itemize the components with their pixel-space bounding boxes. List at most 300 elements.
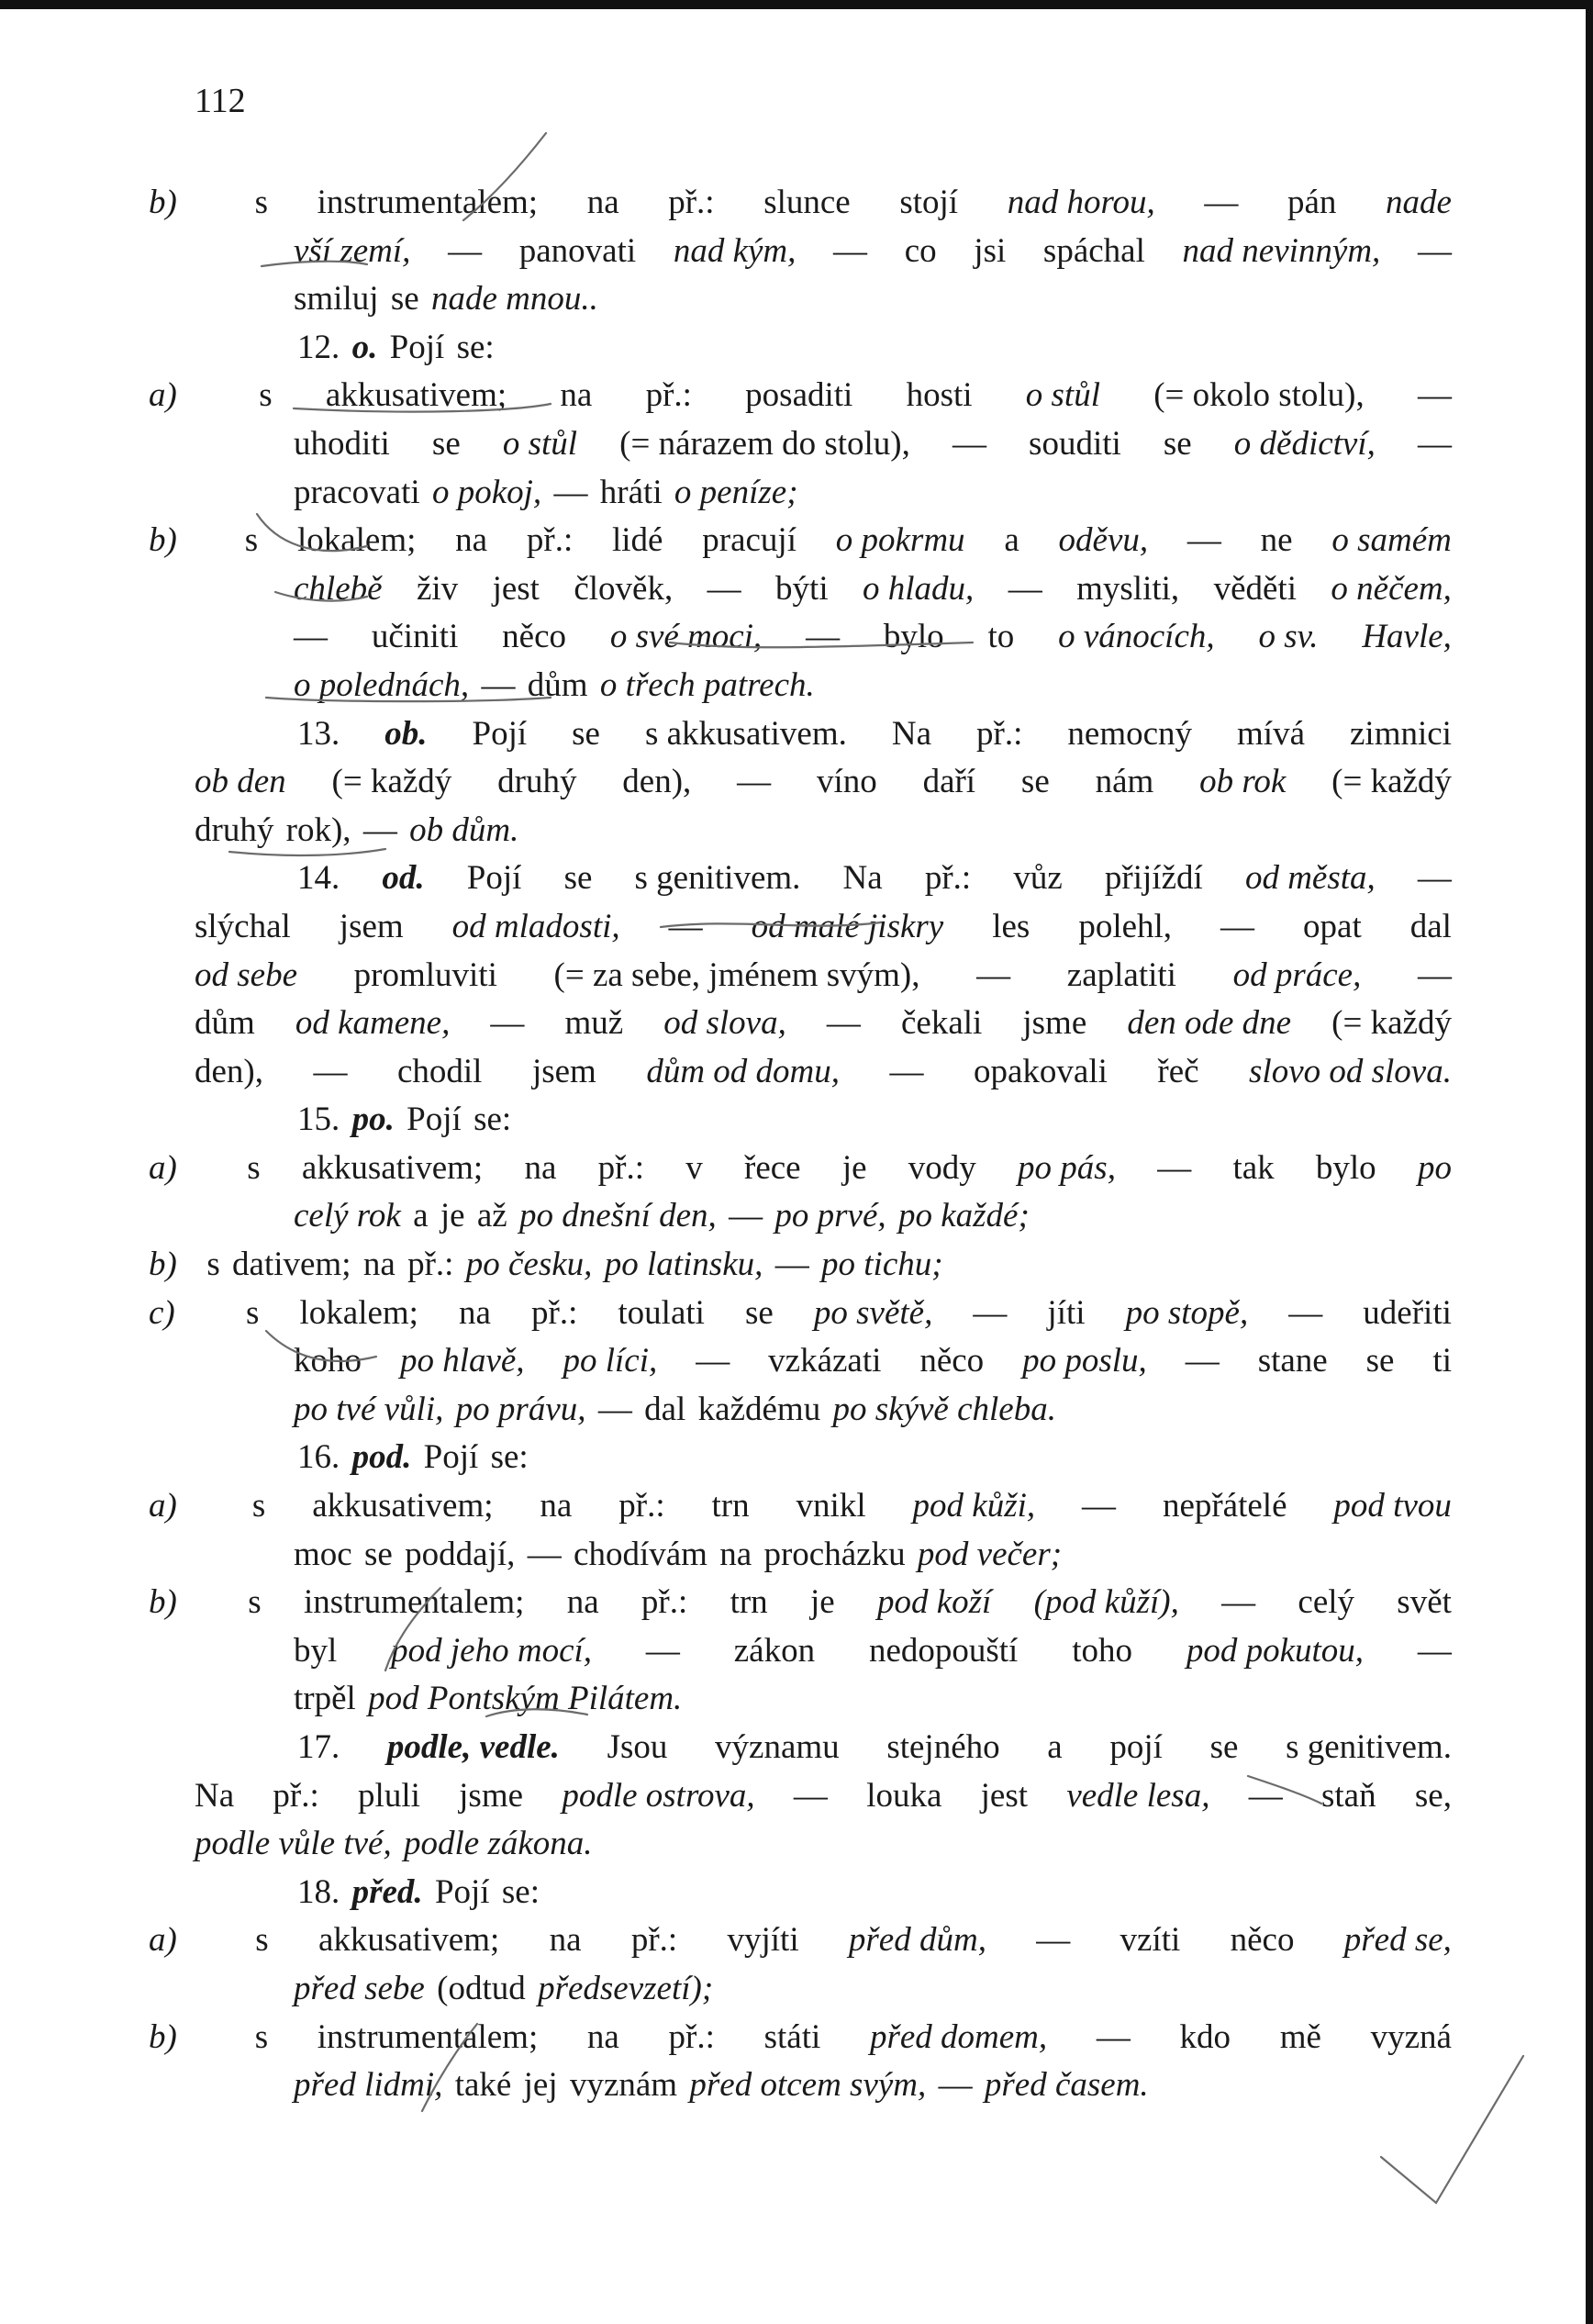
word: před se, xyxy=(1343,1921,1452,1960)
word: pod jeho mocí, xyxy=(391,1631,593,1670)
word: po prvé, xyxy=(774,1197,886,1235)
word: na xyxy=(586,2017,619,2056)
word: den ode dne xyxy=(1127,1004,1292,1043)
word: o třech patrech. xyxy=(599,665,815,704)
word: podle vůle tvé, xyxy=(195,1825,392,1863)
word: trn xyxy=(730,1583,768,1622)
word: — xyxy=(1417,1631,1452,1670)
word: opat xyxy=(1303,907,1362,945)
word: druhý xyxy=(195,810,274,849)
word: lokalem; xyxy=(296,521,417,560)
word: Pojí xyxy=(466,859,522,898)
word: pod pokutou, xyxy=(1186,1631,1365,1670)
pencil-stroke xyxy=(1248,1776,1321,1804)
pencil-stroke xyxy=(266,698,551,701)
word: od kamene, xyxy=(295,1004,451,1043)
word: akkusativem; xyxy=(312,1487,494,1525)
word: Havle, xyxy=(1362,618,1452,656)
word: muž xyxy=(564,1004,624,1043)
word: 13. xyxy=(297,714,340,753)
word: — xyxy=(774,1246,809,1284)
word: o. xyxy=(351,328,378,366)
word: od. xyxy=(382,859,425,898)
word: jsme xyxy=(1022,1004,1087,1043)
word: před dům, xyxy=(848,1921,986,1960)
word: celý rok xyxy=(294,1197,401,1235)
word: po poslu, xyxy=(1022,1342,1147,1380)
word: — xyxy=(527,1535,562,1573)
word: podle zákona. xyxy=(404,1825,593,1863)
word: — xyxy=(1221,1583,1256,1622)
word: po tvé vůli, xyxy=(294,1390,444,1428)
word: — xyxy=(976,955,1011,994)
word: je xyxy=(841,1148,867,1187)
word: — xyxy=(1417,376,1452,415)
word: od města, xyxy=(1244,859,1376,898)
word: vody xyxy=(908,1148,976,1187)
word: — xyxy=(362,810,397,849)
word: moc xyxy=(294,1535,352,1573)
word: toulati xyxy=(618,1293,705,1332)
word: trpěl xyxy=(294,1680,356,1718)
word: př.: xyxy=(597,1148,644,1187)
word: (= nárazem do stolu), xyxy=(619,424,910,463)
word: v xyxy=(685,1148,703,1187)
word: po česku, xyxy=(465,1246,593,1284)
word: — xyxy=(553,473,588,511)
word: slovo od slova. xyxy=(1249,1052,1452,1090)
word: se xyxy=(390,280,419,318)
word: byl xyxy=(294,1631,338,1670)
word: — xyxy=(645,1631,680,1670)
word: promluviti xyxy=(353,955,497,994)
word: dům xyxy=(527,665,588,704)
word: 18. xyxy=(297,1872,340,1911)
pencil-stroke xyxy=(266,1331,376,1361)
word: uhoditi xyxy=(294,424,390,463)
word: na xyxy=(549,1921,582,1960)
word: Pojí xyxy=(423,1438,479,1477)
word: mysliti, xyxy=(1076,569,1180,608)
word: — xyxy=(729,1197,763,1235)
word: s xyxy=(244,521,259,560)
word: akkusativem; xyxy=(325,376,507,415)
word: od slova, xyxy=(663,1004,786,1043)
word: jest xyxy=(980,1776,1029,1815)
word: poddají, xyxy=(405,1535,516,1573)
pencil-stroke xyxy=(1381,2056,1523,2203)
word: po hlavě, xyxy=(399,1342,525,1380)
word: — xyxy=(1096,2017,1131,2056)
word: př.: xyxy=(630,1921,678,1960)
word: kdo xyxy=(1179,2017,1231,2056)
word: před lidmi, xyxy=(294,2066,443,2105)
word: (pod kůží), xyxy=(1033,1583,1179,1622)
item-marker: b) xyxy=(149,521,177,560)
word: nad horou, xyxy=(1007,184,1155,221)
word: o stůl xyxy=(1025,376,1100,415)
word: s akkusativem. xyxy=(644,714,847,753)
word: o něčem, xyxy=(1331,569,1452,608)
word: posaditi xyxy=(745,376,853,415)
word: trn xyxy=(711,1487,750,1525)
word: jsi xyxy=(974,231,1007,270)
word: — xyxy=(1288,1293,1323,1332)
word: a xyxy=(1004,521,1019,560)
word: 15. xyxy=(297,1101,340,1139)
word: se xyxy=(1020,763,1050,801)
word: pod tvou xyxy=(1333,1487,1452,1525)
word: den), xyxy=(622,763,692,801)
pencil-stroke xyxy=(294,404,551,412)
word: — xyxy=(973,1293,1008,1332)
item-marker: a) xyxy=(149,1148,177,1187)
word: s xyxy=(255,1921,269,1960)
word: s xyxy=(254,2017,269,2056)
word: — xyxy=(597,1390,632,1428)
word: hráti xyxy=(599,473,663,511)
word: o své moci, xyxy=(609,618,763,656)
word: (= každý xyxy=(331,763,452,801)
word: (odtud xyxy=(437,1969,526,2007)
word: — xyxy=(1157,1148,1192,1187)
word: o pokrmu xyxy=(835,521,965,560)
word: o pokoj, xyxy=(431,473,542,511)
word: Pojí xyxy=(407,1101,462,1139)
word: před otcem svým, xyxy=(689,2066,927,2105)
word: instrumentalem; xyxy=(303,1583,525,1622)
word: ob den xyxy=(195,763,286,801)
word: 17. xyxy=(297,1728,340,1766)
word: rok), xyxy=(285,810,351,849)
word: polehl, xyxy=(1078,907,1173,945)
word: vedle lesa, xyxy=(1066,1776,1210,1815)
word: Na xyxy=(891,714,932,753)
word: o samém xyxy=(1331,521,1452,560)
word: vnikl xyxy=(796,1487,866,1525)
word: — xyxy=(826,1004,861,1043)
word: nade mnou.. xyxy=(430,280,598,318)
word: po. xyxy=(351,1101,395,1139)
word: něco xyxy=(1230,1921,1295,1960)
word: pod kůži, xyxy=(912,1487,1036,1525)
word: řeč xyxy=(1157,1052,1199,1090)
word: bylo xyxy=(1315,1148,1376,1187)
word: Pojí xyxy=(389,328,445,366)
word: na xyxy=(455,521,488,560)
pencil-stroke xyxy=(385,1588,440,1670)
word: ti xyxy=(1432,1342,1452,1380)
word: hosti xyxy=(906,376,973,415)
word: od malé jiskry xyxy=(751,907,944,945)
word: — xyxy=(1036,1921,1071,1960)
word: vzíti xyxy=(1120,1921,1181,1960)
word: jsme xyxy=(459,1776,524,1815)
word: 12. xyxy=(297,328,340,366)
word: od práce, xyxy=(1232,955,1362,994)
word: pluli xyxy=(358,1776,420,1815)
word: — xyxy=(1185,1342,1220,1380)
word: po světě, xyxy=(813,1293,933,1332)
word: s xyxy=(247,1148,261,1187)
word: s xyxy=(254,184,269,221)
word: o dědictví, xyxy=(1233,424,1376,463)
word: lidé xyxy=(612,521,663,560)
word: opakovali xyxy=(973,1052,1108,1090)
word: významu xyxy=(715,1728,840,1766)
word: oděvu, xyxy=(1058,521,1149,560)
word: toho xyxy=(1072,1631,1132,1670)
pencil-stroke xyxy=(463,133,546,220)
word: druhý xyxy=(497,763,577,801)
word: je xyxy=(809,1583,835,1622)
word: — xyxy=(448,231,483,270)
word: to xyxy=(987,618,1015,656)
word: jíti xyxy=(1047,1293,1086,1332)
word: souditi xyxy=(1029,424,1121,463)
word: — xyxy=(737,763,772,801)
word: — xyxy=(1417,955,1452,994)
word: Pojí xyxy=(434,1872,490,1911)
word: s xyxy=(248,1583,262,1622)
word: řece xyxy=(744,1148,801,1187)
word: státi xyxy=(763,2017,821,2056)
word: chodívám xyxy=(574,1535,707,1573)
word: — xyxy=(1248,1776,1283,1815)
word: nemocný xyxy=(1067,714,1193,753)
word: — xyxy=(1008,569,1042,608)
word: je xyxy=(440,1197,465,1235)
word: člověk, xyxy=(574,569,674,608)
pencil-stroke xyxy=(661,922,881,927)
word: pod večer; xyxy=(917,1535,1063,1573)
word: akkusativem; xyxy=(318,1921,500,1960)
word: př.: xyxy=(641,1583,688,1622)
word: procházku xyxy=(763,1535,906,1573)
word: — xyxy=(1417,859,1452,898)
word: př.: xyxy=(407,1246,454,1284)
word: pod koží xyxy=(876,1583,992,1622)
word: mě xyxy=(1279,2017,1321,2056)
word: (= okolo stolu), xyxy=(1153,376,1365,415)
pencil-stroke xyxy=(275,592,367,601)
word: dům od domu, xyxy=(646,1052,841,1090)
item-marker: b) xyxy=(149,2017,177,2056)
word: ob rok xyxy=(1199,763,1287,801)
word: jsem xyxy=(531,1052,596,1090)
pencil-stroke xyxy=(257,514,367,551)
page-number: 112 xyxy=(195,82,246,120)
word: př.: xyxy=(976,714,1023,753)
word: — xyxy=(938,2066,973,2105)
item-marker: b) xyxy=(149,1583,177,1622)
word: den), xyxy=(195,1052,263,1090)
word: koho xyxy=(294,1342,362,1380)
word: s xyxy=(259,376,273,415)
word: pán xyxy=(1287,184,1337,221)
word: s genitivem. xyxy=(1286,1728,1452,1766)
word: s xyxy=(206,1246,220,1284)
word: se: xyxy=(473,1101,512,1139)
word: ob. xyxy=(384,714,428,753)
item-marker: b) xyxy=(149,184,177,221)
word: vyzná xyxy=(1370,2017,1452,2056)
word: př.: xyxy=(645,376,692,415)
word: staň xyxy=(1321,1776,1376,1815)
word: — xyxy=(696,1342,730,1380)
word: se xyxy=(1365,1342,1395,1380)
word: o polednách, xyxy=(294,665,470,704)
word: dal xyxy=(1409,907,1452,945)
item-marker: a) xyxy=(149,1921,177,1960)
item-marker: a) xyxy=(149,1487,177,1525)
word: nad nevinným, xyxy=(1182,231,1381,270)
word: daří xyxy=(922,763,976,801)
word: se xyxy=(364,1535,393,1573)
word: jest xyxy=(492,569,540,608)
word: př.: xyxy=(668,184,715,221)
word: — xyxy=(1204,184,1239,221)
word: chodil xyxy=(396,1052,483,1090)
word: a xyxy=(1047,1728,1063,1766)
word: se: xyxy=(456,328,495,366)
word: o sv. xyxy=(1258,618,1319,656)
word: po dnešní den, xyxy=(519,1197,717,1235)
word: — xyxy=(1186,521,1221,560)
word: předsevzetí); xyxy=(538,1969,714,2007)
word: ne xyxy=(1260,521,1293,560)
word: s xyxy=(246,1293,260,1332)
word: stane xyxy=(1257,1342,1328,1380)
word: př.: xyxy=(273,1776,319,1815)
word: (= za sebe, jménem svým), xyxy=(553,955,920,994)
word: na xyxy=(719,1535,752,1573)
word: o vánocích, xyxy=(1058,618,1215,656)
word: tak xyxy=(1232,1148,1275,1187)
word: na xyxy=(586,184,619,221)
word: les xyxy=(992,907,1030,945)
word: také xyxy=(454,2066,512,2105)
word: po pás, xyxy=(1018,1148,1116,1187)
word: od sebe xyxy=(195,955,297,994)
word: po skývě chleba. xyxy=(832,1390,1056,1428)
word: př.: xyxy=(924,859,972,898)
word: stojí xyxy=(899,184,959,221)
word: před sebe xyxy=(294,1969,425,2007)
word: dal xyxy=(644,1390,686,1428)
word: se, xyxy=(1414,1776,1452,1815)
word: — xyxy=(1220,907,1255,945)
word: po líci, xyxy=(563,1342,658,1380)
word: s xyxy=(251,1487,266,1525)
word: se: xyxy=(490,1438,529,1477)
word: podle, vedle. xyxy=(386,1728,560,1766)
word: se xyxy=(431,424,461,463)
pencil-stroke xyxy=(670,642,973,647)
word: po každé; xyxy=(897,1197,1030,1235)
word: celý xyxy=(1298,1583,1355,1622)
pencil-stroke xyxy=(486,1709,587,1716)
word: pod Pontským Pilátem. xyxy=(368,1680,683,1718)
word: jej xyxy=(523,2066,558,2105)
word: nade xyxy=(1386,184,1452,221)
word: po právu, xyxy=(455,1390,586,1428)
word: po tichu; xyxy=(821,1246,943,1284)
word: pracují xyxy=(702,521,796,560)
word: zákon xyxy=(733,1631,816,1670)
item-marker: b) xyxy=(149,1246,177,1284)
word: s genitivem. xyxy=(634,859,801,898)
word: po latinsku, xyxy=(604,1246,763,1284)
word: věděti xyxy=(1213,569,1297,608)
word: dům xyxy=(195,1004,255,1043)
word: dativem; xyxy=(232,1246,351,1284)
word: na xyxy=(362,1246,395,1284)
word: — xyxy=(793,1776,828,1815)
word: před domem, xyxy=(869,2017,1048,2056)
word: Jsou xyxy=(607,1728,668,1766)
word: na xyxy=(560,376,593,415)
word: louka xyxy=(866,1776,942,1815)
word: na xyxy=(524,1148,557,1187)
word: na xyxy=(566,1583,599,1622)
word: nedopouští xyxy=(868,1631,1019,1670)
word: o hladu, xyxy=(863,569,975,608)
word: vyznám xyxy=(569,2066,678,2105)
word: bylo xyxy=(883,618,944,656)
word: se xyxy=(1209,1728,1239,1766)
word: lokalem; xyxy=(299,1293,418,1332)
word: před. xyxy=(351,1872,423,1911)
item-marker: a) xyxy=(149,376,177,415)
word: na xyxy=(459,1293,491,1332)
word: co xyxy=(904,231,937,270)
pencil-stroke xyxy=(422,2024,477,2111)
word: svět xyxy=(1397,1583,1452,1622)
word: učiniti xyxy=(371,618,459,656)
word: — xyxy=(1417,424,1452,463)
word: — xyxy=(707,569,741,608)
word: zimnici xyxy=(1350,714,1452,753)
word: se: xyxy=(501,1872,540,1911)
word: před časem. xyxy=(984,2066,1149,2105)
word: podle ostrova, xyxy=(562,1776,755,1815)
word: každému xyxy=(697,1390,821,1428)
word: — xyxy=(952,424,986,463)
word: mívá xyxy=(1237,714,1305,753)
word: — xyxy=(313,1052,348,1090)
word: — xyxy=(490,1004,525,1043)
word: nám xyxy=(1095,763,1154,801)
word: chlebě xyxy=(294,569,383,608)
word: (= každý xyxy=(1331,1004,1452,1043)
word: — xyxy=(889,1052,924,1090)
item-marker: c) xyxy=(149,1293,175,1332)
pencil-stroke xyxy=(229,849,385,855)
word: přijíždí xyxy=(1104,859,1203,898)
word: se xyxy=(1163,424,1192,463)
word: vzkázati xyxy=(768,1342,882,1380)
word: — xyxy=(1082,1487,1117,1525)
pencil-stroke xyxy=(262,262,367,266)
word: spáchal xyxy=(1042,231,1145,270)
word: př.: xyxy=(618,1487,665,1525)
word: až xyxy=(476,1197,507,1235)
word: nad kým, xyxy=(673,231,796,270)
word: pod. xyxy=(351,1438,412,1477)
word: instrumentalem; xyxy=(317,2017,539,2056)
word: vyjíti xyxy=(727,1921,799,1960)
